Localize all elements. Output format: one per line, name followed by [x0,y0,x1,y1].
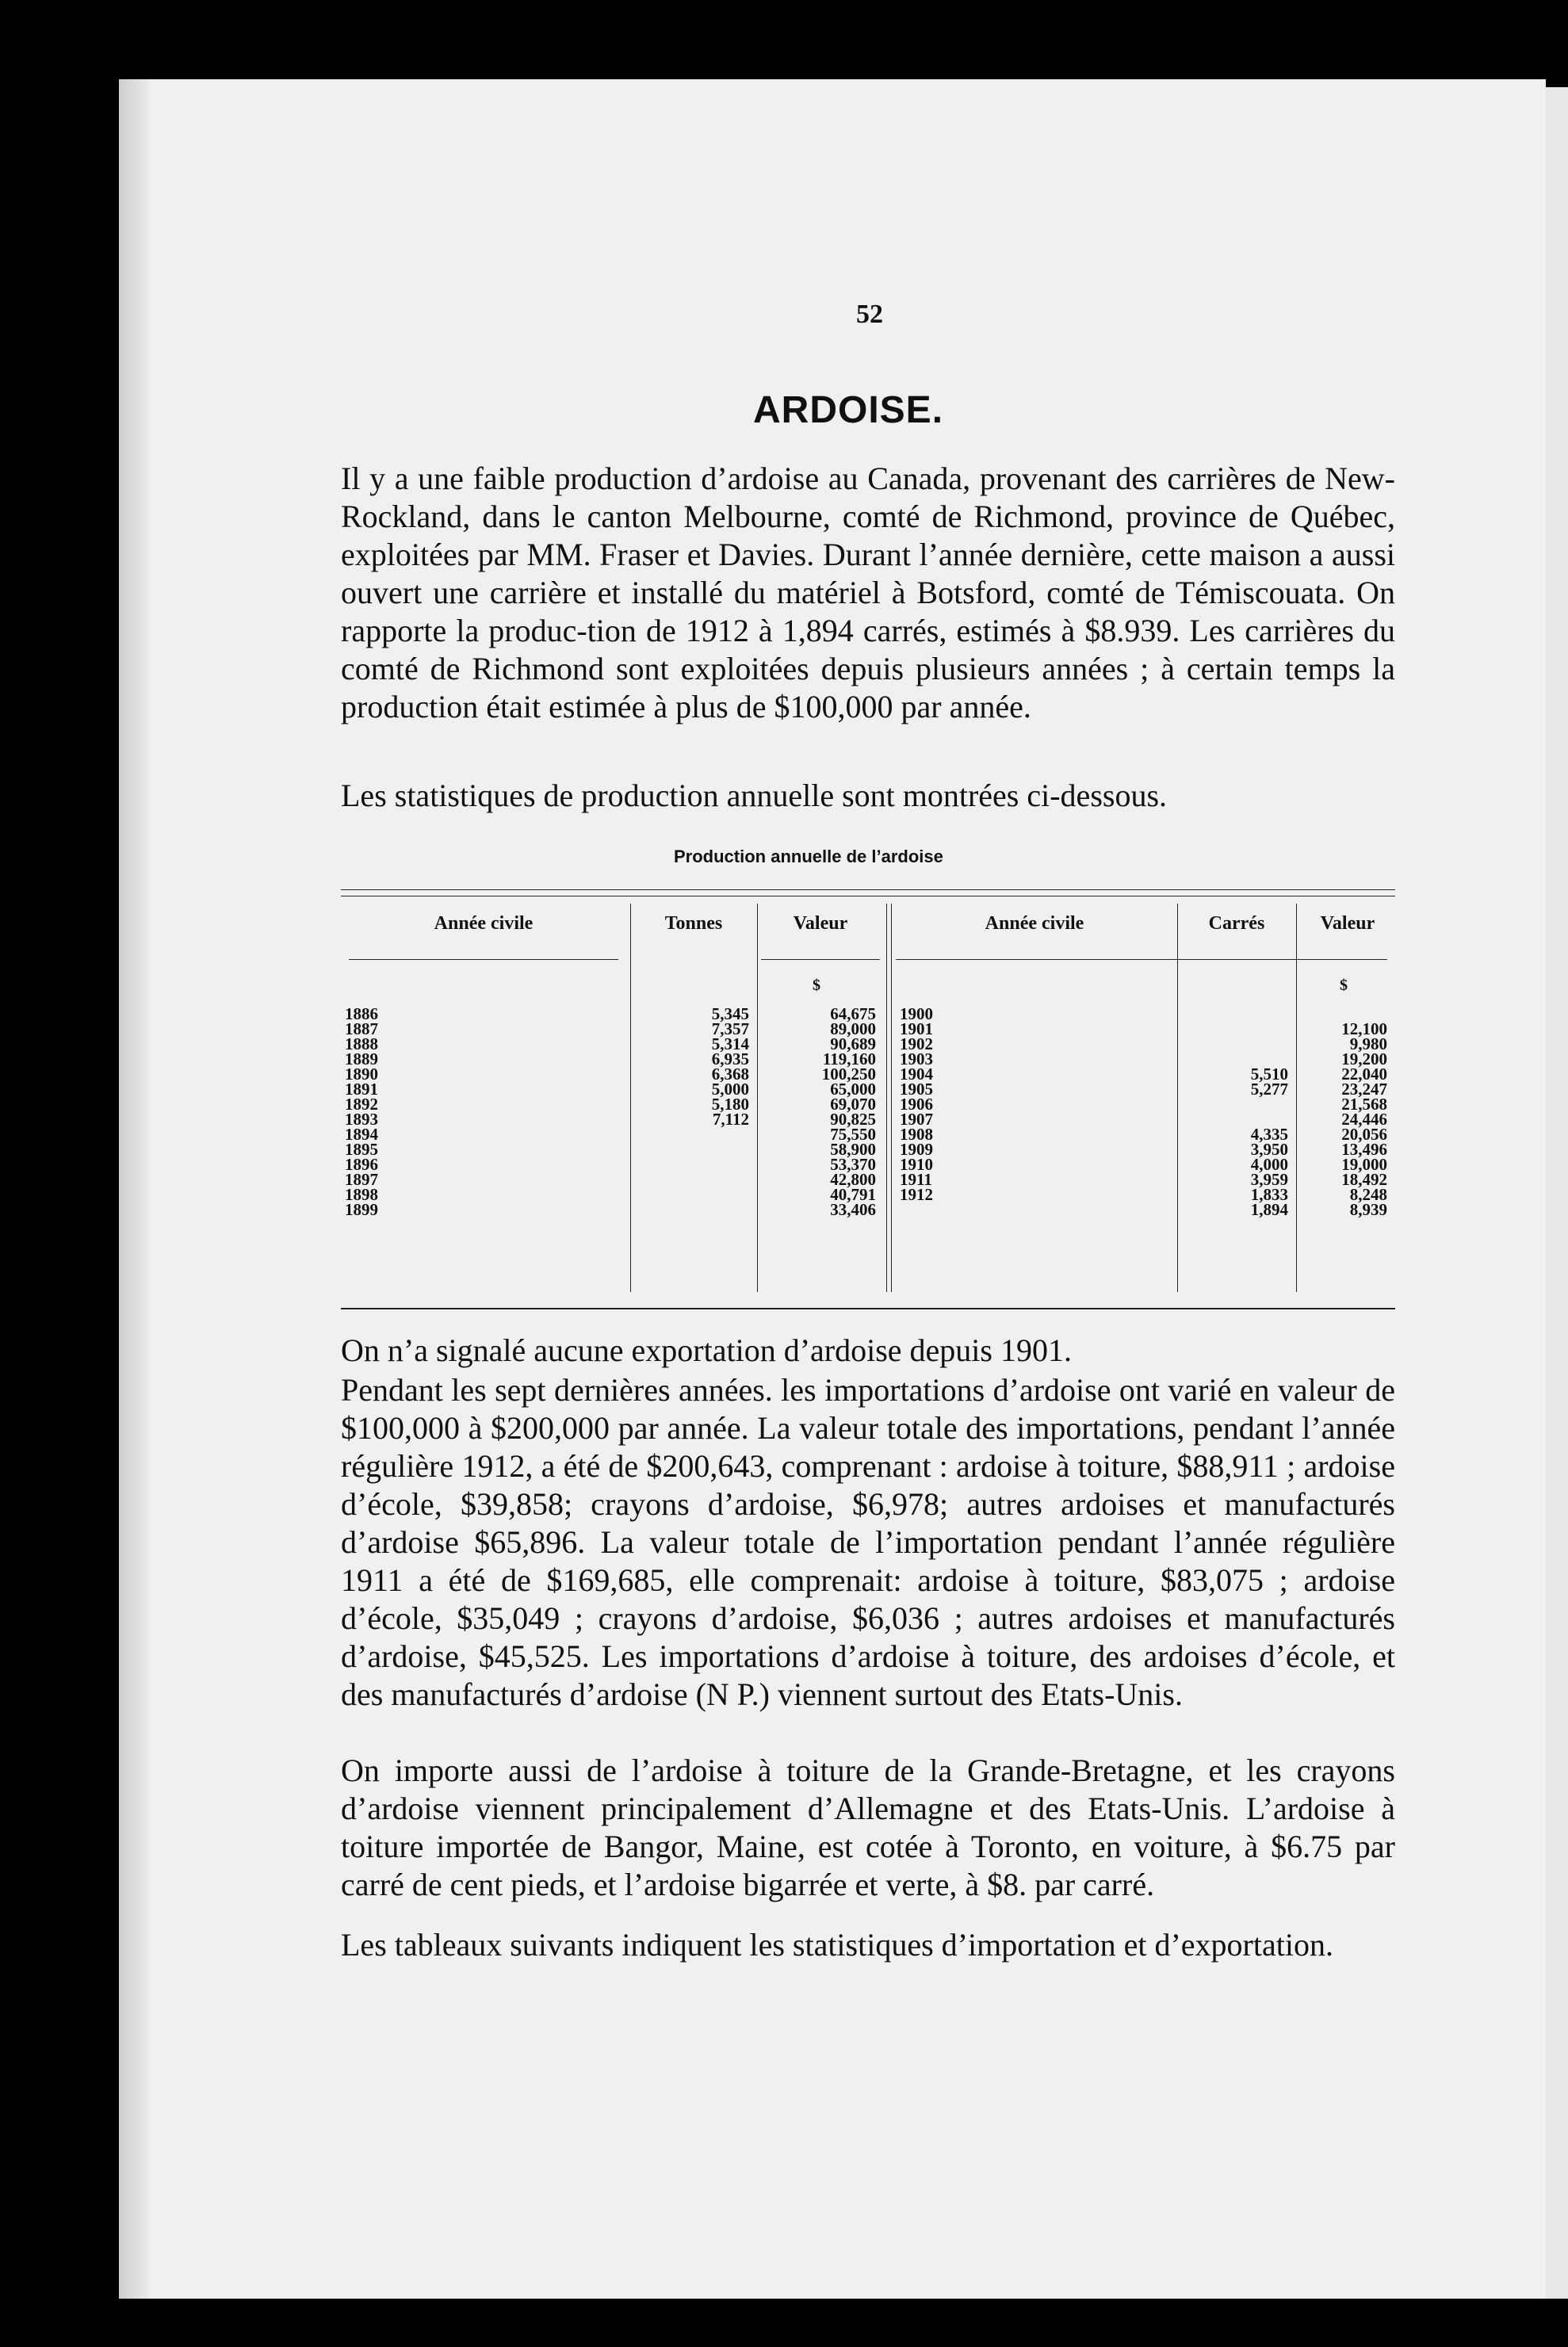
table-caption: Production annuelle de l’ardoise [674,847,943,866]
closing-paragraph: Les tableaux suivants indiquent les statistiques d’importation et d’exportation. [341,1927,1333,1963]
next-page-edge [1546,87,1568,2299]
unit-right-valeur: $ [1340,977,1348,994]
right-carres: 5,510 5,277 4,335 3,950 4,000 3,959 1,833 1,894 [1250,1065,1288,1219]
col-divider-4 [1177,904,1178,1292]
statistics-intro-paragraph: Les statistiques de production annuelle sont montrées ci-dessous. [341,778,1168,813]
section-title: ARDOISE. [753,389,944,431]
table-rule-bottom [341,1308,1395,1309]
export-paragraph: On n’a signalé aucune exportation d’ardoise depuis 1901. [341,1332,1072,1368]
header-left-tonnes: Tonnes [664,913,723,934]
page-spine-shadow [119,79,151,2299]
header-right-year: Année civile [985,913,1084,934]
left-years: 1886 1887 1888 1889 1890 1891 1892 1893 1894 1895 1896 1897 1898 1899 [345,1004,378,1219]
table-rule-top [341,889,1395,890]
col-divider-3 [886,904,887,1292]
header-rule-valeur [761,959,880,960]
header-right-carres: Carrés [1208,913,1265,934]
intro-paragraph: Il y a une faible production d’ardoise au Canada, provenant des carrières de New-Rockland, dans le canton Melbourne, comté de Richmond, province de Québec, exploitées par MM. Fraser et Davies. Durant l’année dernière, cette maison a aussi ouvert une carrière et installé du matériel à Botsford, comté de Témiscouata. On rapporte la produc-tion de 1912 à 1,894 carrés, estimés à $8.939. Les carrières du comté de Richmond sont exploitées depuis plusieurs années ; à certain temps la production était estimée à plus de $100,000 par année. [341,461,1395,724]
unit-left-valeur: $ [813,977,820,994]
page-number: 52 [856,300,883,329]
col-divider-2 [757,904,758,1292]
col-divider-3b [891,904,892,1292]
header-right-valeur: Valeur [1320,913,1375,934]
col-divider-5 [1296,904,1297,1292]
header-left-year: Année civile [434,913,534,934]
imports-paragraph: Pendant les sept dernières années. les importations d’ardoise ont varié en valeur de $100,000 à $200,000 par année. La valeur totale des importations, pendant l’année régulière 1912, a été de $200,643, comprenant : ardoise à toiture, $88,911 ; ardoise d’école, $39,858; crayons d’ardoise, $6,978; autres ardoises et manufacturés d’ardoise $65,896. La valeur totale de l’importation pendant l’année régulière 1911 a été de $169,685, elle comprenait: ardoise à toiture, $83,075 ; ardoise d’école, $35,049 ; crayons d’ardoise, $6,036 ; autres ardoises et manufacturés d’ardoise, $45,525. Les importations d’ardoise à toiture, des ardoises d’école, et des manufacturés d’ardoise (N P.) viennent surtout des Etats-Unis. [341,1372,1395,1712]
header-left-valeur: Valeur [793,913,848,934]
right-valeur: 12,100 9,980 19,200 22,040 23,247 21,568 24,446 20,056 13,496 19,000 18,492 8,248 8,939 [1341,1019,1387,1219]
left-tonnes: 5,345 7,357 5,314 6,935 6,368 5,000 5,180 7,112 [711,1004,749,1129]
right-years: 1900 1901 1902 1903 1904 1905 1906 1907 1908 1909 1910 1911 1912 [900,1004,933,1204]
header-rule-right [896,959,1387,960]
col-divider-1 [630,904,631,1292]
left-valeur: 64,675 89,000 90,689 119,160 100,250 65,000 69,070 90,825 75,550 58,900 53,370 42,800 40,791 33,406 [821,1004,876,1219]
production-table [341,880,1395,1316]
origin-paragraph: On importe aussi de l’ardoise à toiture de la Grande-Bretagne, et les crayons d’ardoise viennent principalement d’Allemagne et des Etats-Unis. L’ardoise à toiture importée de Bangor, Maine, est cotée à Toronto, en voiture, à $6.75 par carré de cent pieds, et l’ardoise bigarrée et verte, à $8. par carré. [341,1753,1395,1902]
header-rule-left [349,959,618,960]
